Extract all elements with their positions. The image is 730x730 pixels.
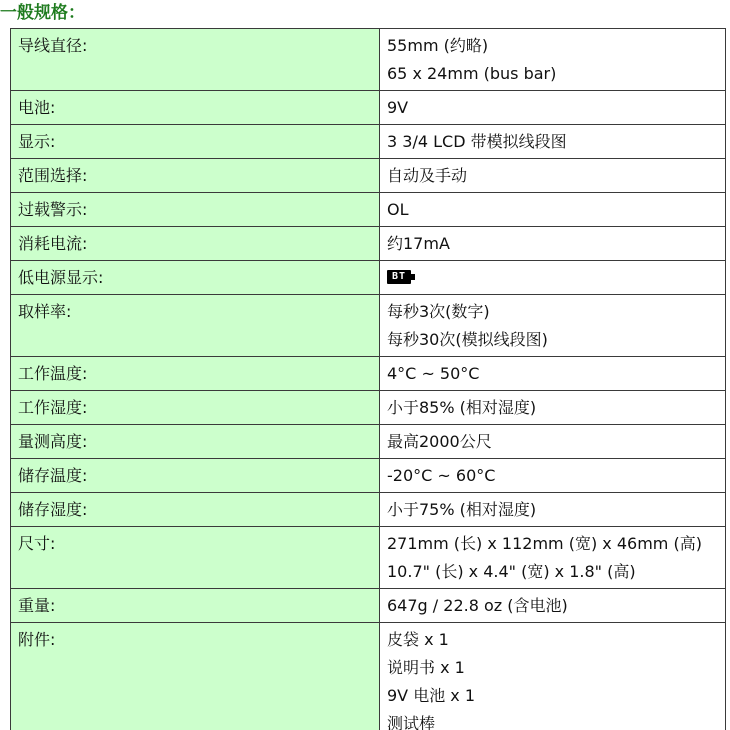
spec-row [11, 357, 726, 391]
battery-terminal [411, 274, 415, 280]
spec-label: 消耗电流: [11, 227, 380, 261]
spec-label: 过载警示: [11, 193, 380, 227]
spec-row [11, 159, 726, 193]
spec-value [380, 459, 726, 493]
spec-label: 重量: [11, 589, 380, 623]
spec-label: 电池: [11, 91, 380, 125]
spec-value-line: 10.7" (长) x 4.4" (宽) x 1.8" (高) [387, 562, 636, 581]
spec-value-line: 每秒30次(模拟线段图) [387, 330, 548, 349]
spec-row [11, 425, 726, 459]
spec-row [11, 623, 726, 730]
spec-value [380, 357, 726, 391]
spec-value [380, 227, 726, 261]
spec-value [380, 261, 726, 295]
spec-label: 量测高度: [11, 425, 380, 459]
spec-row [11, 193, 726, 227]
spec-value [380, 159, 726, 193]
spec-value-line: 自动及手动 [387, 166, 468, 185]
spec-value-line: 约17mA [387, 234, 450, 253]
spec-value [380, 589, 726, 623]
spec-label: 取样率: [11, 295, 380, 357]
spec-value [380, 527, 726, 589]
low-battery-icon [387, 270, 415, 284]
spec-value-line: 65 x 24mm (bus bar) [387, 64, 557, 83]
spec-value [380, 91, 726, 125]
spec-row [11, 29, 726, 91]
spec-label: 导线直径: [11, 29, 380, 91]
spec-value [380, 425, 726, 459]
spec-value-line: 9V 电池 x 1 [387, 686, 476, 705]
spec-value [380, 125, 726, 159]
spec-value [380, 623, 726, 730]
spec-table [10, 28, 726, 730]
spec-label: 储存温度: [11, 459, 380, 493]
spec-value [380, 391, 726, 425]
spec-label: 范围选择: [11, 159, 380, 193]
spec-row [11, 91, 726, 125]
spec-row [11, 125, 726, 159]
spec-value-line: 说明书 x 1 [387, 658, 465, 677]
low-battery-icon-text: BT [387, 270, 411, 284]
spec-value-line: 647g / 22.8 oz (含电池) [387, 596, 568, 615]
spec-value [380, 295, 726, 357]
spec-row [11, 261, 726, 295]
spec-row [11, 459, 726, 493]
spec-value [380, 29, 726, 91]
spec-label: 低电源显示: [11, 261, 380, 295]
spec-value-line: 4°C ~ 50°C [387, 364, 480, 383]
section-heading: 一般规格： [0, 3, 85, 23]
spec-table-body [11, 29, 726, 730]
spec-value-line: 最高2000公尺 [387, 432, 492, 451]
spec-value-line: 每秒3次(数字) [387, 302, 490, 321]
spec-value-line: OL [387, 200, 409, 219]
spec-value-line [387, 264, 719, 292]
spec-row [11, 493, 726, 527]
spec-label: 工作温度: [11, 357, 380, 391]
spec-row [11, 227, 726, 261]
spec-label: 尺寸: [11, 527, 380, 589]
spec-row [11, 295, 726, 357]
spec-value [380, 493, 726, 527]
spec-row [11, 527, 726, 589]
spec-value-line: 皮袋 x 1 [387, 630, 449, 649]
spec-value-line: 3 3/4 LCD 带模拟线段图 [387, 132, 567, 151]
spec-label: 工作湿度: [11, 391, 380, 425]
spec-value-line: 测试棒 [387, 714, 436, 730]
spec-label: 附件: [11, 623, 380, 730]
spec-value [380, 193, 726, 227]
spec-label: 显示: [11, 125, 380, 159]
spec-label: 储存湿度: [11, 493, 380, 527]
spec-value-line: 55mm (约略) [387, 36, 489, 55]
spec-row [11, 391, 726, 425]
spec-value-line: 9V [387, 98, 409, 117]
spec-value-line: 小于75% (相对湿度) [387, 500, 537, 519]
spec-value-line: 271mm (长) x 112mm (宽) x 46mm (高) [387, 534, 702, 553]
spec-value-line: -20°C ~ 60°C [387, 466, 496, 485]
spec-value-line: 小于85% (相对湿度) [387, 398, 537, 417]
spec-row [11, 589, 726, 623]
